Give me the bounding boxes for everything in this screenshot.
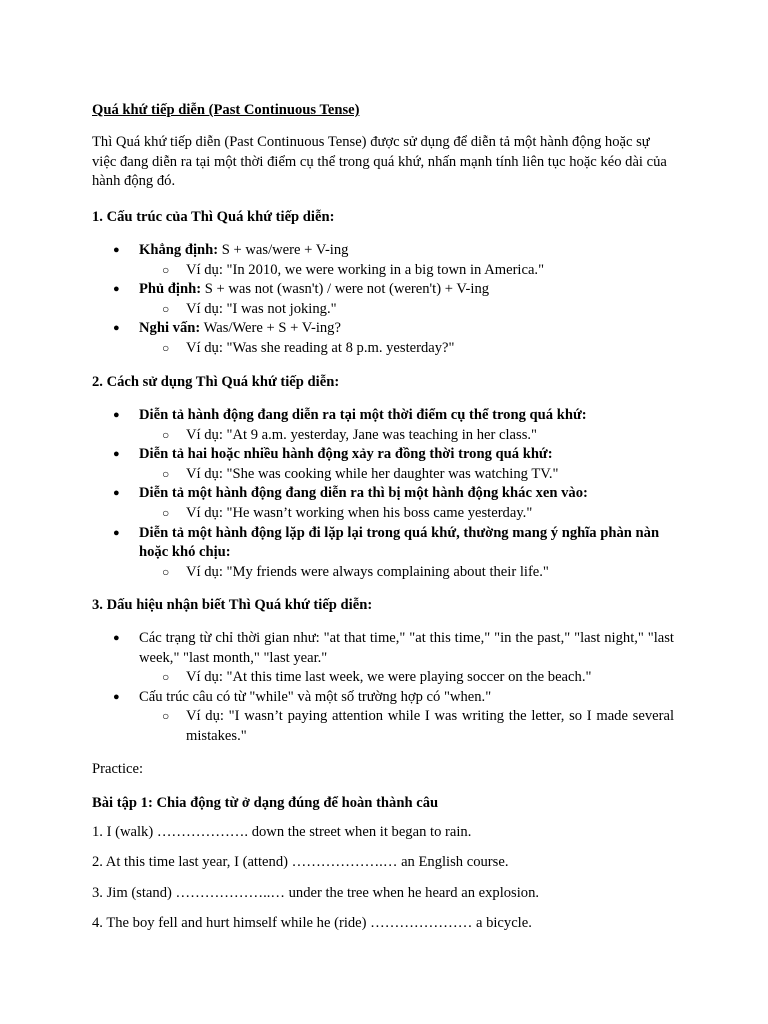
- intro-paragraph: Thì Quá khứ tiếp diễn (Past Continuous Tense) được sử dụng để diễn tả một hành động hoặc sự việc đang diễn ra tại một thời điểm cụ thể trong quá khứ, nhấn mạnh tính liên tục hoặc kéo dài của hành động đó.: [92, 134, 667, 190]
- example-item: ○ Ví dụ: "At 9 a.m. yesterday, Jane was teaching in her class.": [139, 426, 674, 446]
- example-item: ○ Ví dụ: "At this time last week, we were playing soccer on the beach.": [139, 668, 674, 688]
- section3-list: [92, 629, 674, 747]
- item-label: Khẳng định:: [139, 242, 219, 258]
- section1-heading: 1. Cấu trúc của Thì Quá khứ tiếp diễn:: [92, 209, 335, 225]
- exercise-item: 3. Jim (stand) ………………..… under the tree when he heard an explosion.: [92, 885, 540, 901]
- list-item: [92, 524, 674, 583]
- page-title: Quá khứ tiếp diễn (Past Continuous Tense): [92, 102, 360, 118]
- section2-list: [92, 406, 674, 582]
- example-item: ○ Ví dụ: "My friends were always complaining about their life.": [139, 563, 674, 583]
- section1-list: [92, 241, 674, 359]
- item-label: Diễn tả hai hoặc nhiều hành động xảy ra đồng thời trong quá khứ:: [139, 446, 553, 463]
- item-text: Các trạng từ chỉ thời gian như: "at that time," "at this time," "in the past," "last night," "last week," "last month," "last year.": [139, 630, 674, 666]
- example-item: ○ Ví dụ: "Was she reading at 8 p.m. yesterday?": [139, 339, 674, 359]
- section2-heading: 2. Cách sử dụng Thì Quá khứ tiếp diễn:: [92, 374, 340, 390]
- example-item: ○ Ví dụ: "I was not joking.": [139, 300, 674, 320]
- example-item: ○ Ví dụ: "I wasn’t paying attention while I was writing the letter, so I made several mistakes.": [139, 707, 674, 746]
- item-label: Nghi vấn:: [139, 320, 201, 337]
- list-item: [92, 280, 674, 319]
- exercise-item: 2. At this time last year, I (attend) ……………….… an English course.: [92, 854, 509, 870]
- exercise-heading: Bài tập 1: Chia động từ ở dạng đúng để hoàn thành câu: [92, 795, 439, 811]
- list-item: [92, 445, 674, 484]
- exercise-item: 4. The boy fell and hurt himself while he (ride) ………………… a bicycle.: [92, 915, 532, 931]
- list-item: [92, 406, 674, 445]
- item-label: Phủ định:: [139, 281, 202, 298]
- example-item: ○ Ví dụ: "She was cooking while her daughter was watching TV.": [139, 465, 674, 485]
- list-item: [92, 688, 674, 747]
- item-text: Cấu trúc câu có từ "while" và một số trường hợp có "when.": [139, 688, 492, 705]
- list-item: [92, 241, 674, 280]
- section3-heading: 3. Dấu hiệu nhận biết Thì Quá khứ tiếp diễn:: [92, 597, 373, 613]
- item-label: Diễn tả hành động đang diễn ra tại một thời điểm cụ thể trong quá khứ:: [139, 407, 587, 423]
- practice-label: Practice:: [92, 761, 144, 777]
- item-label: Diễn tả một hành động đang diễn ra thì bị một hành động khác xen vào:: [139, 485, 588, 502]
- item-text: S + was not (wasn't) / were not (weren't) + V-ing: [201, 281, 490, 298]
- list-item: [92, 484, 674, 523]
- item-text: Was/Were + S + V-ing?: [200, 320, 341, 337]
- exercise-item: 1. I (walk) ………………. down the street when it began to rain.: [92, 824, 472, 840]
- item-text: S + was/were + V-ing: [218, 242, 349, 258]
- list-item: [92, 629, 674, 688]
- item-label: Diễn tả một hành động lặp đi lặp lại trong quá khứ, thường mang ý nghĩa phàn nàn hoặc khó chịu:: [139, 524, 660, 561]
- example-item: ○ Ví dụ: "In 2010, we were working in a big town in America.": [139, 261, 674, 281]
- list-item: [92, 319, 674, 358]
- example-item: ○ Ví dụ: "He wasn’t working when his boss came yesterday.": [139, 504, 674, 524]
